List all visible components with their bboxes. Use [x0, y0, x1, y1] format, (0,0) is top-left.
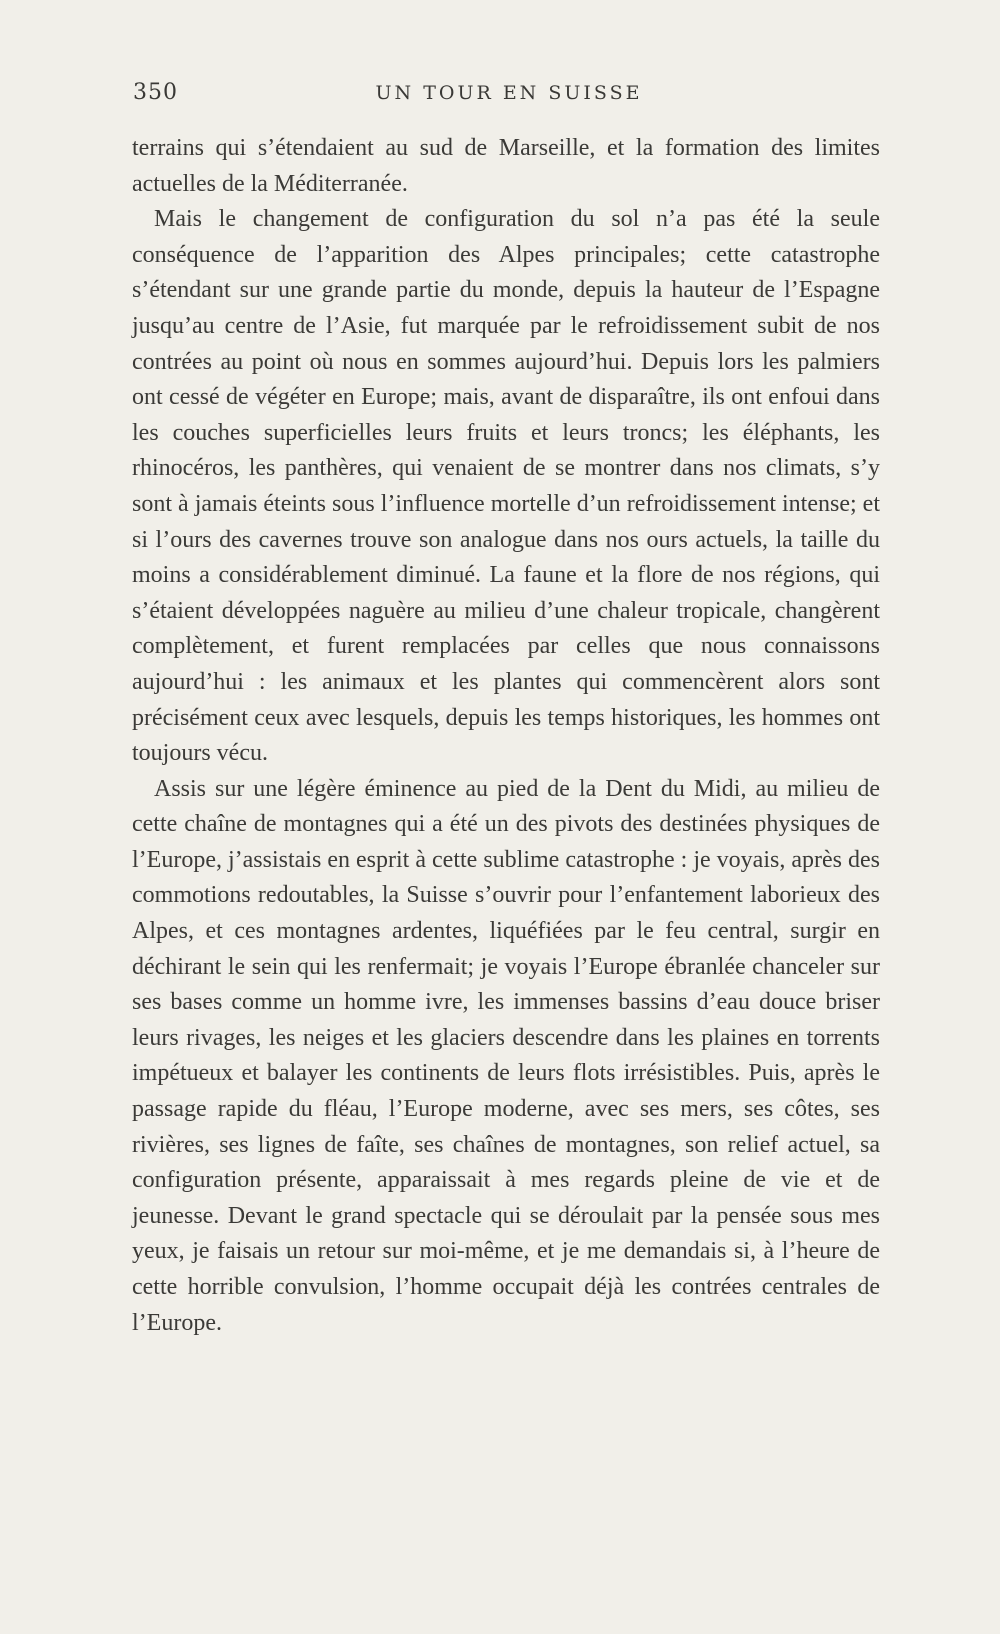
paragraph-continuation: terrains qui s’étendaient au sud de Marseille, et la formation des limites actuelles de la Méditerranée.	[132, 135, 880, 197]
running-title: UN TOUR EN SUISSE	[375, 82, 643, 104]
paragraph-dent-du-midi: Assis sur une légère éminence au pied de la Dent du Midi, au milieu de cette chaîne de montagnes qui a été un des pivots des destinées physiques de l’Europe, j’assistais en esprit à cette sublime catastrophe : je voyais, après des commotions redoutables, la Suisse s’ouvrir pour l’enfantement laborieux des Alpes, et ces montagnes ardentes, liquéfiées par le feu central, surgir en déchirant le sein qui les renfermait; je voyais l’Europe ébranlée chanceler sur ses bases comme un homme ivre, les immenses bassins d’eau douce briser leurs rivages, les neiges et les glaciers descendre dans les plaines en torrents impétueux et balayer les continents de leurs flots irrésistibles. Puis, après le passage rapide du fléau, l’Europe moderne, avec ses mers, ses côtes, ses rivières, ses lignes de faîte, ses chaînes de montagnes, son relief actuel, sa configuration présente, apparaissait à mes regards pleine de vie et de jeunesse. Devant le grand spectacle qui se déroulait par la pensée sous mes yeux, je faisais un retour sur moi-même, et je me demandais si, à l’heure de cette horrible convulsion, l’homme occupait déjà les contrées centrales de l’Europe.	[132, 775, 880, 1336]
paragraph-alps-consequences: Mais le changement de configuration du sol n’a pas été la seule conséquence de l’apparition des Alpes principales; cette catastrophe s’étendant sur une grande partie du monde, depuis la hauteur de l’Espagne jusqu’au centre de l’Asie, fut marquée par le refroidissement subit de nos contrées au point où nous en sommes aujourd’hui. Depuis lors les palmiers ont cessé de végéter en Europe; mais, avant de disparaître, ils ont enfoui dans les couches superficielles leurs fruits et leurs troncs; les éléphants, les rhinocéros, les panthères, qui venaient de se montrer dans nos climats, s’y sont à jamais éteints sous l’influence mortelle d’un refroidissement intense; et si l’ours des cavernes trouve son analogue dans nos ours actuels, la taille du moins a considérablement diminué. La faune et la flore de nos régions, qui s’étaient développées naguère au milieu d’une chaleur tropicale, changèrent complètement, et furent remplacées par celles que nous connaissons aujourd’hui : les animaux et les plantes qui commencèrent alors sont précisément ceux avec lesquels, depuis les temps historiques, les hommes ont toujours vécu.	[132, 206, 880, 767]
body-text	[132, 131, 880, 1341]
running-head	[133, 80, 885, 110]
page-number: 350	[133, 80, 178, 105]
